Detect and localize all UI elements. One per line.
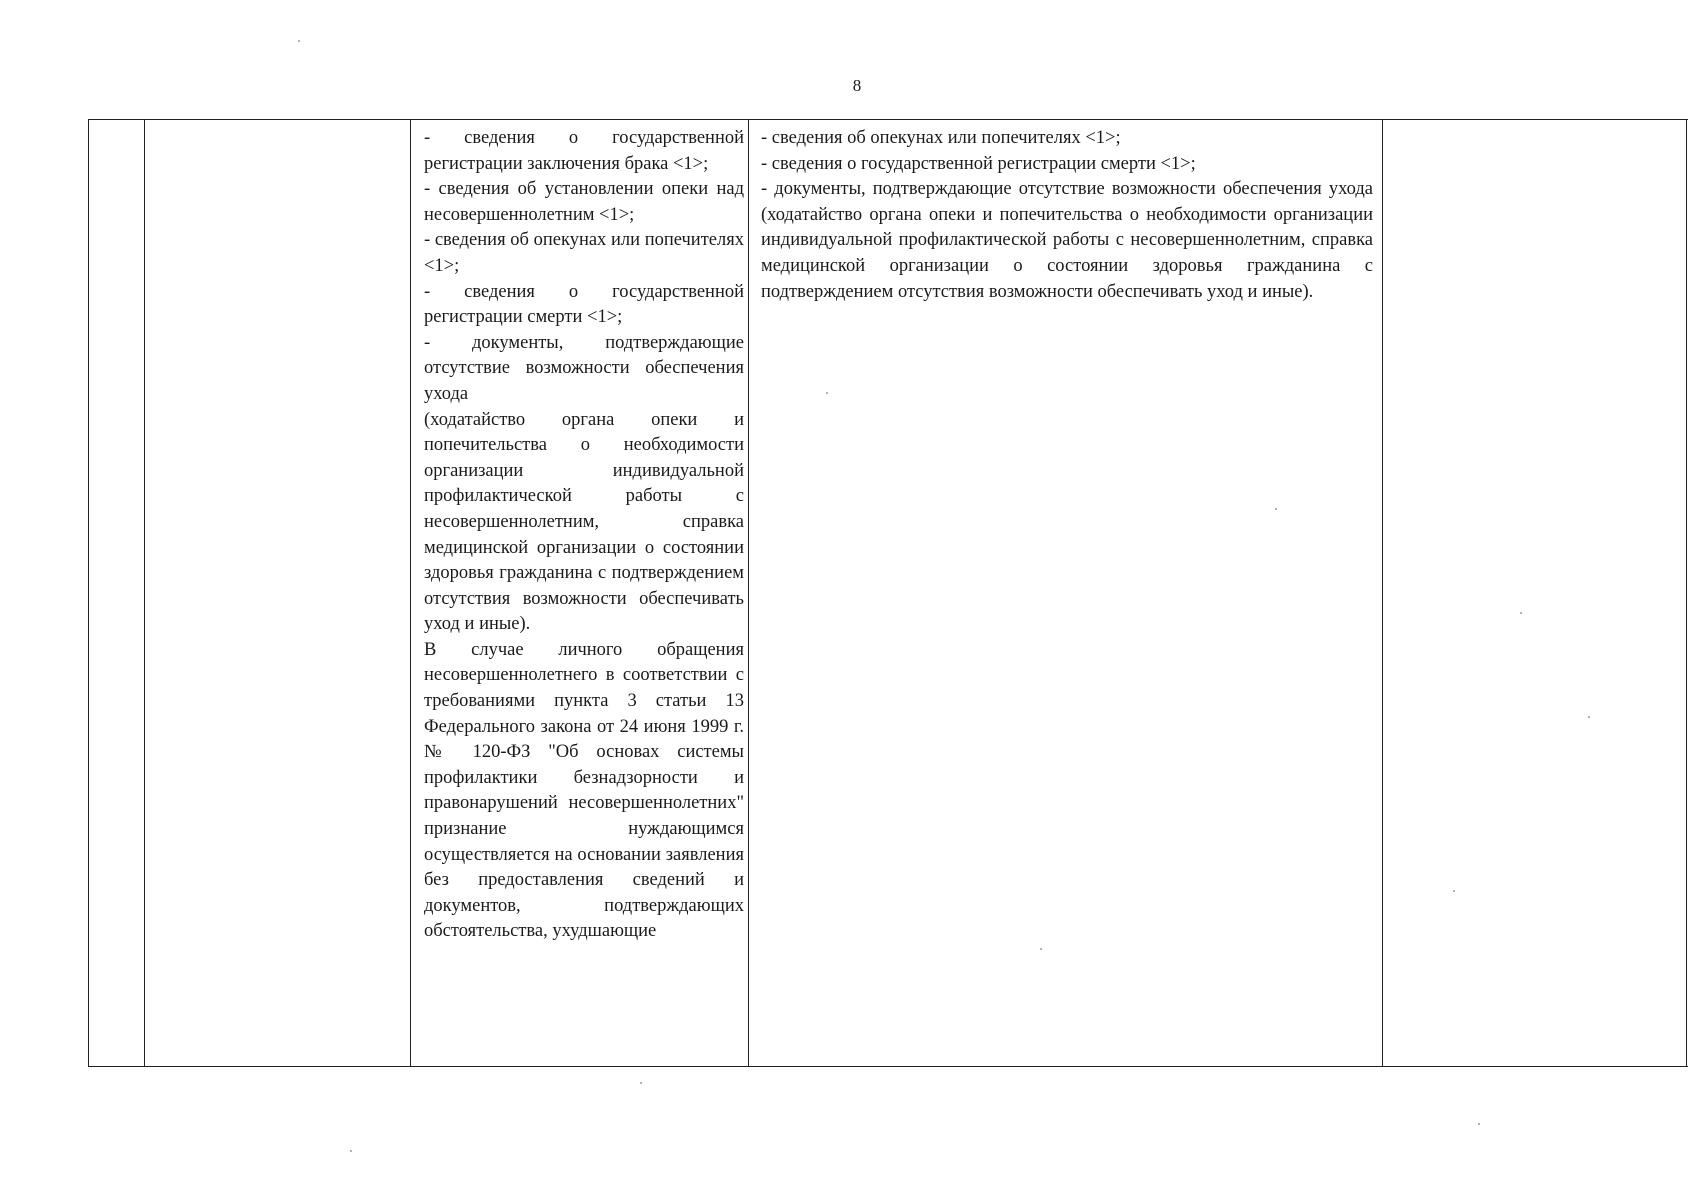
column-divider-2 [410,120,411,1066]
list-item: (ходатайство органа опеки и попечительства о необходимости организации индивидуальной профилактической работы с несовершеннолетним, справка медицинской организации о состоянии здоровья гражданина с подтверждением отсутствия возможности обеспечивать уход и иные). [424,409,744,635]
scan-speck [350,1150,352,1152]
document-table [88,119,1688,1067]
page-number: 8 [852,76,862,95]
scan-speck [1040,948,1042,950]
scan-speck [640,1082,642,1084]
scan-speck [1520,612,1522,614]
table-cell-documents-list [424,126,744,945]
list-item: - сведения об опекунах или попечителях <1>; [761,128,1121,148]
table-cell-documents-list-continued [761,126,1373,305]
list-item: - сведения о государственной регистрации смерти <1>; [424,281,744,328]
list-item: - сведения о государственной регистрации смерти <1>; [761,153,1196,174]
list-item: - сведения об установлении опеки над несовершеннолетним <1>; [424,179,744,225]
list-item: - сведения об опекунах или попечителях <1>; [424,230,744,276]
table-border-right [1686,120,1687,1066]
scan-speck [298,40,300,42]
column-divider-3 [748,120,749,1066]
scan-speck [1453,890,1455,892]
list-item: - сведения о государственной регистрации заключения брака <1>; [424,128,744,174]
scan-speck [1275,508,1277,510]
scan-speck [1588,716,1590,718]
scan-speck [826,392,828,394]
column-divider-4 [1382,120,1383,1066]
list-item: В случае личного обращения несовершеннолетнего в соответствии с требованиями пункта 3 статьи 13 Федерального закона от 24 июня 1999 г. № 120-ФЗ "Об основах системы профилактики безнадзорности и правонарушений несовершеннолетних" признание нуждающимся осуществляется на основании заявления без предоставления сведений и документов, подтверждающих обстоятельства, ухудшающие [424,639,744,942]
scan-speck [1478,1123,1480,1125]
list-item: - документы, подтверждающие отсутствие возможности обеспечения ухода (ходатайство органа опеки и попечительства о необходимости организации индивидуальной профилактической работы с несовершеннолетним, справка медицинской организации о состоянии здоровья гражданина с подтверждением отсутствия возможности обеспечивать уход и иные). [761,179,1373,302]
list-item: - документы, подтверждающие отсутствие возможности обеспечения ухода [424,332,744,404]
column-divider-1 [144,120,145,1066]
table-border-left [88,120,89,1066]
